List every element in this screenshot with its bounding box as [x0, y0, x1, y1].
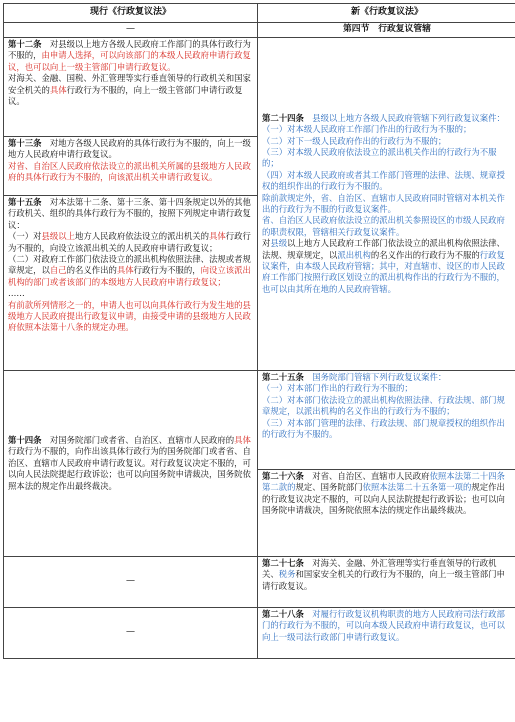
changed-text-span: 具体: [49, 84, 67, 95]
article-label: 第十四条: [8, 434, 42, 445]
text-span: 对国务院部门或者省、自治区、直辖市人民政府的: [49, 434, 235, 445]
changed-text-span: 县级以上: [41, 231, 75, 242]
changed-text-span: 派出机构: [337, 249, 371, 260]
article-label: 第二十五条: [262, 372, 304, 382]
changed-text-span: 依照本法第二十四条第二款的: [262, 471, 505, 493]
text-span: （二）对政府工作部门依法设立的派出机构依照法律、法规或者规章规定，以: [8, 254, 251, 276]
article-15-item-1: [8, 231, 253, 254]
text-span: 对海关、金融、外汇管理等实行垂直领导的行政机关、: [262, 558, 497, 580]
left-article-15: [4, 196, 258, 371]
article-13-para-1: [8, 138, 253, 161]
article-24-para-2: 除前款规定外，省、自治区、直辖市人民政府同时管辖对本机关作出的行政行为不服的行政复议案件。: [262, 192, 505, 214]
text-span: 以上地方人民政府工作部门依法设立的派出机构依照法律、法规、规章规定，以: [262, 238, 505, 260]
left-article-13: [4, 137, 258, 196]
changed-text-span: 具体: [116, 265, 134, 276]
changed-text-span: 县级: [270, 238, 288, 249]
right-article-26: [258, 470, 515, 557]
header-row: [4, 4, 515, 23]
left-article-14: [4, 371, 258, 557]
text-span: 对: [262, 238, 271, 249]
left-empty-cell: —: [4, 557, 258, 608]
changed-text-span: 具体: [209, 231, 226, 242]
article-25-item-1: （一）对本部门作出的行政行为不服的；: [262, 383, 413, 394]
article-24-para-3: 省、自治区人民政府依法设立的派出机关参照设区的市级人民政府的职责权限，管辖相关行政复议案件。: [262, 215, 505, 237]
left-column-title: 现行《行政复议法》: [4, 4, 258, 23]
article-label: 第二十七条: [262, 558, 304, 568]
text-span: 对本法第十二条、第十三条、第十四条规定以外的其他行政机关、组织的具体行政行为不服的，按照下列规定申请行政复议：: [8, 197, 251, 230]
block-row-1: [4, 38, 515, 137]
article-24-item-2: （二）对下一级人民政府作出的行政行为不服的；: [262, 135, 447, 146]
article-label: 第十三条: [8, 138, 42, 148]
left-article-12: [4, 38, 258, 137]
changed-text-span: 具体: [234, 434, 251, 445]
article-24-intro: [262, 113, 512, 124]
changed-text-span: 依照本法第二十五条第一项的: [362, 482, 472, 493]
article-26-para: [262, 471, 512, 517]
changed-text-span: 行政复议案件，由本级人民政府管辖；其中，对直辖市、设区的市人民政府工作部门按照行政区划设立的派出机构作出的行政行为不服的，也可以由其所在地的人民政府管辖。: [262, 249, 505, 294]
text-span: 对省、自治区、直辖市人民政府: [312, 471, 430, 481]
article-15-item-2: [8, 254, 253, 288]
article-27-para: [262, 558, 512, 592]
text-span: 地方人民政府依法设立的派出机关的: [75, 231, 209, 242]
article-12-para-1: [8, 39, 253, 73]
text-span: 对县级以上地方各级人民政府工作部门的具体行政行为不服的，: [8, 39, 251, 61]
text-span: 的名义作出的行政行为不服的: [370, 249, 480, 260]
text-span: 对海关、金融、国税、外汇管理等实行垂直领导的行政机关和国家安全机关的: [8, 73, 251, 95]
block-row-7: [4, 608, 515, 659]
text-span: 行政行为不服的，向作出该具体行政行为的国务院部门或者省、自治区、直辖市人民政府申请行政复议。对行政复议决定不服的，可以向人民法院提起行政诉讼；也可以向国务院申请裁决，国务院依照本法的规定作出最终裁决。: [8, 446, 251, 491]
article-15-ellipsis: ……: [8, 288, 25, 299]
article-label: 第十二条: [8, 39, 42, 49]
comparison-document: [3, 3, 512, 659]
changed-text-span: 自己: [49, 265, 67, 276]
article-25-item-3: （三）对本部门管理的法律、行政法规、部门规章授权的组织作出的行政行为不服的。: [262, 417, 505, 440]
text-span: 行政行为不服的，向上一级主管部门申请行政复议。: [8, 84, 243, 107]
right-article-24: [258, 38, 515, 371]
text-span: 规定作出的行政复议决定不服的，可以向人民法院提起行政诉讼；也可以向国务院申请裁决，国务院依照本法的规定作出最终裁决。: [262, 482, 505, 516]
changed-text-span: 由申请人选择，可以向该部门的本级人民政府申请行政复议，也可以向上一级主管部门申请行政复议。: [8, 50, 251, 72]
article-15-intro: [8, 197, 253, 231]
article-25-item-2: （二）对本部门依法设立的派出机构依照法律、行政法规、部门规章规定，以派出机构的名义作出的行政行为不服的；: [262, 394, 505, 417]
text-span: 对地方各级人民政府的具体行政行为不服的，向上一级地方人民政府申请行政复议。: [8, 138, 251, 160]
article-label: 第二十八条: [262, 609, 304, 619]
section-title: 第四节 行政复议管辖: [258, 23, 515, 38]
right-column-title: 新《行政复议法》: [258, 4, 515, 23]
text-span: 规定、国务院部门: [295, 482, 363, 493]
changed-text-span: 税务: [278, 569, 296, 580]
block-row-4: [4, 371, 515, 470]
article-24-item-4: （四）对本级人民政府或者其工作部门管理的法律、法规、规章授权的组织作出的行政行为不服的。: [262, 169, 505, 192]
text-span: 和国家安全机关的行政行为不服的，向上一级主管部门申请行政复议。: [262, 569, 505, 591]
article-24-item-3: （三）对本级人民政府依法设立的派出机关作出的行政行为不服的；: [262, 146, 497, 169]
left-empty-cell: —: [4, 23, 258, 38]
right-article-27: [258, 557, 515, 608]
changed-text-span: 县级以上地方各级人民政府管辖下列行政复议案件：: [312, 112, 505, 123]
article-15-last-para: 有前款所列情形之一的，申请人也可以向具体行政行为发生地的县级地方人民政府提出行政复议申请，由接受申请的县级地方人民政府依照本法第十八条的规定办理。: [8, 299, 251, 333]
text-span: （一）对: [8, 231, 42, 242]
right-article-28: [258, 608, 515, 659]
comparison-table: [3, 3, 515, 659]
article-25-intro: [262, 372, 512, 383]
article-12-para-2: [8, 73, 253, 107]
article-28-para: [262, 609, 512, 643]
changed-text-span: 国务院部门管辖下列行政复议案件：: [312, 372, 447, 382]
article-14-para: [8, 435, 253, 492]
right-article-25: [258, 371, 515, 470]
section-row: [4, 23, 515, 38]
block-row-6: [4, 557, 515, 608]
changed-text-span: 对履行行政复议机构职责的地方人民政府司法行政部门的行政行为不服的，可以向本级人民政府申请行政复议，也可以向上一级司法行政部门申请行政复议。: [262, 609, 505, 642]
left-empty-cell: —: [4, 608, 258, 659]
article-label: 第二十四条: [262, 112, 304, 123]
article-label: 第二十六条: [262, 471, 304, 481]
text-span: 行政行为不服的，: [133, 265, 201, 276]
changed-text-span: 向设立该派出机构的部门或者该部门的本级地方人民政府申请行政复议；: [8, 265, 251, 287]
text-span: 行政行为不服的，向设立该派出机关的人民政府申请行政复议；: [8, 231, 251, 253]
article-24-item-1: （一）对本级人民政府工作部门作出的行政行为不服的；: [262, 124, 472, 135]
text-span: 的名义作出的: [66, 265, 117, 276]
article-label: 第十五条: [8, 197, 42, 207]
article-13-para-2: 对省、自治区人民政府依法设立的派出机关所属的县级地方人民政府的具体行政行为不服的，向该派出机关申请行政复议。: [8, 160, 251, 183]
article-24-para-4: [262, 238, 512, 295]
